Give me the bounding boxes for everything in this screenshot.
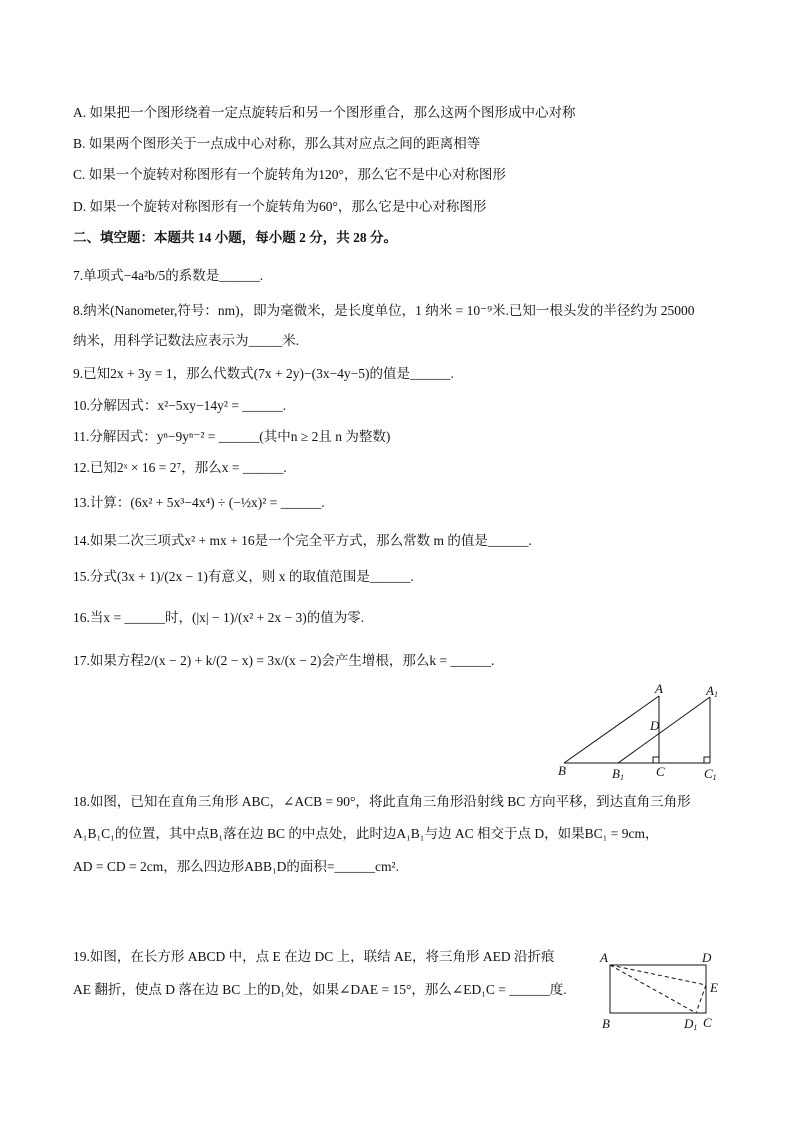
- label-b: B: [602, 1016, 610, 1031]
- label-a: A: [600, 950, 608, 965]
- rectangle-abcd: [610, 965, 706, 1013]
- question-18-line1: 18.如图，已知在直角三角形 ABC，∠ACB = 90°，将此直角三角形沿射线 BC 方向平移，到达直角三角形: [73, 794, 691, 809]
- fold-ae: [610, 965, 706, 985]
- figure-18-triangles: [550, 680, 730, 785]
- question-19-line2: AE 翻折，使点 D 落在边 BC 上的D₁处，如果∠DAE = 15°，那么∠ED₁C = ______度.: [73, 982, 567, 997]
- label-b1: B1: [612, 766, 624, 782]
- question-8-line2: 纳米，用科学记数法应表示为_____米.: [73, 333, 300, 348]
- question-10: 10.分解因式：x²−5xy−14y² = ______.: [73, 398, 287, 413]
- segment-a1b1: [618, 697, 710, 763]
- question-12: 12.已知2ˣ × 16 = 2⁷，那么x = ______.: [73, 460, 287, 475]
- figure-19-rectangle: [596, 948, 728, 1034]
- option-d: D. 如果一个旋转对称图形有一个旋转角为60°，那么它是中心对称图形: [73, 199, 487, 214]
- section-heading: 二、填空题：本题共 14 小题，每小题 2 分，共 28 分。: [73, 230, 397, 245]
- question-17: 17.如果方程2/(x − 2) + k/(2 − x) = 3x/(x − 2)会产生增根，那么k = ______.: [73, 653, 495, 668]
- right-angle-c: [653, 757, 659, 763]
- question-7: 7.单项式−4a²b/5的系数是______.: [73, 268, 264, 283]
- question-18-line2: A₁B₁C₁的位置，其中点B₁落在边 BC 的中点处，此时边A₁B₁与边 AC 相交于点 D，如果BC₁ = 9cm，: [73, 826, 659, 841]
- question-16: 16.当x = ______时，(|x| − 1)/(x² + 2x − 3)的值为零.: [73, 610, 365, 625]
- right-angle-c1: [704, 757, 710, 763]
- question-13: 13.计算：(6x² + 5x³−4x⁴) ÷ (−½x)² = ______.: [73, 495, 325, 510]
- label-e: E: [710, 980, 718, 995]
- label-b: B: [558, 763, 566, 778]
- label-c: C: [703, 1015, 712, 1030]
- label-a: A: [655, 681, 663, 696]
- label-d: D: [650, 718, 660, 733]
- label-d: D: [702, 950, 712, 965]
- label-d1: D1: [684, 1016, 698, 1032]
- question-18-line3: AD = CD = 2cm，那么四边形ABB₁D的面积=______cm².: [73, 859, 399, 874]
- question-8-line1: 8.纳米(Nanometer,符号：nm)，即为毫微米，是长度单位，1 纳米 = 10⁻⁹米.已知一根头发的半径约为 25000: [73, 303, 695, 318]
- question-19-line1: 19.如图，在长方形 ABCD 中，点 E 在边 DC 上，联结 AE，将三角形 AED 沿折痕: [73, 949, 555, 964]
- segment-ab: [564, 696, 659, 763]
- question-15: 15.分式(3x + 1)/(2x − 1)有意义，则 x 的取值范围是______.: [73, 569, 414, 584]
- question-11: 11.分解因式：yⁿ−9yⁿ⁻² = ______(其中n ≥ 2且 n 为整数): [73, 429, 391, 444]
- fold-ed1: [696, 985, 706, 1013]
- label-c1: C1: [704, 766, 717, 782]
- question-14: 14.如果二次三项式x² + mx + 16是一个完全平方式，那么常数 m 的值是______.: [73, 533, 532, 548]
- option-b: B. 如果两个图形关于一点成中心对称，那么其对应点之间的距离相等: [73, 136, 481, 151]
- fold-ad1: [610, 965, 696, 1013]
- option-c: C. 如果一个旋转对称图形有一个旋转角为120°，那么它不是中心对称图形: [73, 167, 506, 182]
- label-c: C: [656, 764, 665, 779]
- label-a1: A1: [706, 683, 718, 699]
- option-a: A. 如果把一个图形绕着一定点旋转后和另一个图形重合，那么这两个图形成中心对称: [73, 105, 576, 120]
- question-9: 9.已知2x + 3y = 1，那么代数式(7x + 2y)−(3x−4y−5)的值是______.: [73, 366, 454, 381]
